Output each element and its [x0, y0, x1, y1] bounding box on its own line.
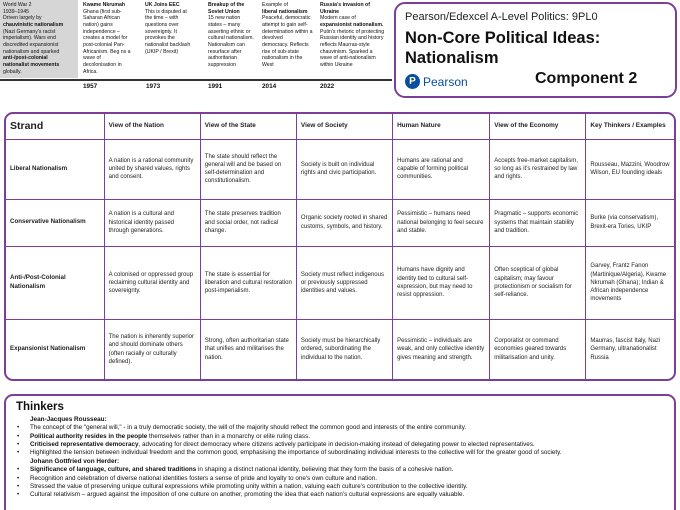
table-header-row	[6, 114, 674, 139]
timeline-text-line: post-colonial Pan-	[83, 41, 125, 48]
table-cell: Pessimistic – individuals are weak, and only collective identity gives meaning and strength.	[393, 320, 490, 379]
table-cell: Burke (via conservatism), Brexit-era Tories, UKIP	[586, 199, 674, 246]
thinker-points	[16, 424, 664, 457]
timeline-text-line: 1939–1945	[3, 8, 29, 15]
header-box	[394, 2, 677, 98]
thinker-points	[16, 466, 664, 499]
timeline-text-line: Soviet Union	[208, 8, 240, 15]
strand-name: Liberal Nationalism	[6, 139, 104, 199]
table-cell: Organic society rooted in shared customs, symbols, and history.	[296, 199, 392, 246]
timeline-text-line: 15 new nation	[208, 15, 241, 22]
table-cell: Pragmatic – supports economic systems that maintain stability and tradition.	[490, 199, 586, 246]
timeline-text-line: Russian identity and history	[320, 35, 384, 42]
timeline-text-line: UK Joins EEC	[145, 2, 180, 8]
timeline-text-line: discredited expansionist	[3, 41, 59, 48]
thinker-list	[16, 416, 664, 499]
table-cell: Strong, often authoritarian state that unifies and militarises the nation.	[200, 320, 296, 379]
timeline-text-line: expansionist nationalism.	[320, 21, 384, 28]
timeline-text-line: imperialism). Wars end	[3, 35, 56, 42]
column-header: Human Nature	[393, 114, 490, 139]
timeline-text-line: Peaceful, democratic	[262, 15, 311, 22]
timeline-text-line: anti-/post-colonial	[3, 55, 48, 62]
thinker-name: Johann Gottfried von Herder:	[30, 458, 120, 466]
list-item: • Criticised representative democracy, advocating for direct democracy where citizens actively participate in decision-making instead of delegating power to elected representatives.	[16, 441, 664, 449]
timeline-text-line: provokes the	[145, 35, 175, 42]
table-cell: The nation is inherently superior and should dominate others (often racially or culturally defined).	[104, 320, 200, 379]
timeline-text-line: chauvinism. Sparked a	[320, 48, 373, 55]
column-header: Key Thinkers / Examples	[586, 114, 674, 139]
timeline-text-line: determination within a	[262, 28, 313, 35]
table-cell: Pessimistic – humans need national belonging to feel secure and stable.	[393, 199, 490, 246]
timeline-text-line: West	[262, 61, 274, 68]
timeline-year: 2022	[320, 83, 335, 90]
column-header: View of the Economy	[490, 114, 586, 139]
timeline-text-line: Example of	[262, 2, 288, 8]
table-cell: Society must be hierarchically ordered, subordinating the individual to the nation.	[296, 320, 392, 379]
timeline-text-line: devolved	[262, 35, 283, 42]
timeline-text-line: questions over	[145, 21, 179, 28]
timeline-text-line: authoritarian	[208, 55, 237, 62]
thinkers-title: Thinkers	[16, 401, 64, 413]
timeline-text-line: chauvinistic nationalism	[3, 21, 64, 28]
timeline-text-line: creates a model for	[83, 35, 128, 42]
strand-name: Anti-/Post-Colonial Nationalism	[6, 246, 104, 319]
list-item: • Significance of language, culture, and shared traditions in shaping a distinct national identity, believing that they form the basis of a cohesive nation.	[16, 466, 664, 474]
timeline-text-line: Ghana (first sub-	[83, 8, 122, 15]
course-code: Pearson/Edexcel A-Level Politics: 9PL0	[405, 11, 598, 23]
timeline-text-line: nationalist backlash	[145, 41, 191, 48]
table-cell: Garvey, Frantz Fanon (Martinique/Algeria), Kwame Nkrumah (Ghana); Indian & African independence movements	[586, 246, 674, 319]
timeline-text-line: within Ukraine	[320, 61, 353, 68]
timeline-text-line: wave of	[83, 55, 101, 62]
timeline-column	[0, 0, 78, 78]
column-header: Strand	[6, 114, 104, 139]
column-header: View of Society	[296, 114, 392, 139]
column-header: View of the State	[200, 114, 296, 139]
strands-table	[6, 114, 674, 379]
timeline-text-line: sovereignty. It	[145, 28, 177, 35]
timeline-year: 1957	[83, 83, 98, 90]
list-item: • Stressed the value of preserving unique cultural expressions while promoting unity within a nation, valuing each culture's contribution to the collective identity.	[16, 483, 664, 491]
timeline-text-line: Putin's rhetoric of protecting	[320, 28, 385, 35]
table-cell: The state preserves tradition and social order, not radical change.	[200, 199, 296, 246]
table-cell: Society must reflect indigenous or previously suppressed identities and values.	[296, 246, 392, 319]
timeline-column	[317, 0, 392, 78]
table-cell: The state should reflect the general will and be based on self-determination and constitutionalism.	[200, 139, 296, 199]
timeline-column	[205, 0, 261, 78]
table-cell: Accepts free-market capitalism, so long as it's restrained by law and rights.	[490, 139, 586, 199]
timeline-text-line: Breakup of the	[208, 2, 245, 8]
timeline-text-line: nationalist movements	[3, 61, 60, 68]
table-row	[6, 246, 674, 319]
timeline-text-line: cultural nationalism.	[208, 35, 254, 42]
timeline	[0, 0, 392, 98]
timeline-text-line: (Nazi Germany's racist	[3, 28, 56, 35]
timeline-text-line: the time – with	[145, 15, 179, 22]
table-cell: Rousseau, Mazzini, Woodrow Wilson, EU founding ideals	[586, 139, 674, 199]
list-item: • Recognition and celebration of diverse national identities fosters a sense of pride and loyalty to one's own culture and nation.	[16, 475, 664, 483]
component-label: Component 2	[535, 70, 638, 87]
timeline-text-line: democracy. Reflects	[262, 41, 309, 48]
table-cell: The state is essential for liberation and cultural restoration post-imperialism.	[200, 246, 296, 319]
pearson-p-icon: P	[405, 74, 420, 89]
timeline-text-line: Saharan African	[83, 15, 120, 22]
timeline-text-line: states – many	[208, 21, 241, 28]
timeline-text-line: Kwame Nkrumah	[83, 2, 126, 8]
timeline-text-line: nationalism and sparked	[3, 48, 60, 55]
table-row	[6, 199, 674, 246]
timeline-text-line: Africanism. Beg ns a	[83, 48, 131, 55]
strands-table-box	[4, 112, 676, 381]
timeline-text-line: suppression	[208, 61, 236, 68]
list-item: • Cultural relativism – argued against the imposition of one culture on another, promoting the idea that each nation's cultural expressions are equally valuable.	[16, 491, 664, 499]
timeline-text-line: attempt to gain self-	[262, 21, 308, 28]
strand-name: Conservative Nationalism	[6, 199, 104, 246]
thinkers-box	[4, 394, 676, 510]
table-cell: Humans are rational and capable of forming political communities.	[393, 139, 490, 199]
timeline-year: 2014	[262, 83, 277, 90]
table-cell: Humans have dignity and identity tied to cultural self-expression, but may need to resist oppression.	[393, 246, 490, 319]
timeline-text-line: independence –	[83, 28, 120, 35]
timeline-text-line: Nationalism can	[208, 41, 245, 48]
timeline-year: 1973	[146, 83, 161, 90]
timeline-text-line: resurface after	[208, 48, 242, 55]
timeline-text-line: Modern case of	[320, 15, 356, 22]
timeline-text-line: Russia's invasion of	[320, 2, 370, 8]
table-cell: Society is built on individual rights and civic participation.	[296, 139, 392, 199]
timeline-text-line: rise of sub-state	[262, 48, 299, 55]
table-row	[6, 320, 674, 379]
timeline-text-line: asserting ethnic or	[208, 28, 251, 35]
timeline-text-line: wave of anti-nationalism	[320, 55, 376, 62]
table-row	[6, 139, 674, 199]
timeline-column	[259, 0, 319, 78]
table-cell: A nation is a rational community united by shared values, rights and consent.	[104, 139, 200, 199]
timeline-text-line: nationalism in the	[262, 55, 303, 62]
table-cell: Maurras, fascist Italy, Nazi Germany, ultranationalist Russia	[586, 320, 674, 379]
strand-name: Expansionist Nationalism	[6, 320, 104, 379]
timeline-text-line: Ukraine	[320, 8, 340, 15]
list-item: • Highlighted the tension between individual freedom and the common good, emphasising the importance of subordinating individual interests to the collective will for the greater good of society.	[16, 449, 664, 457]
thinker-name: Jean-Jacques Rousseau:	[30, 416, 107, 423]
timeline-text-line: Africa.	[83, 68, 98, 75]
timeline-text-line: globally.	[3, 68, 22, 75]
pearson-wordmark: Pearson	[423, 74, 468, 89]
timeline-text-line: reflects Maurras-style	[320, 41, 370, 48]
column-header: View of the Nation	[104, 114, 200, 139]
timeline-text-line: This is disputed at	[145, 8, 187, 15]
page-title-line: Non-Core Political Ideas:	[405, 29, 601, 47]
table-cell: Corporatist or command economies geared towards militarisation and unity.	[490, 320, 586, 379]
list-item: • The concept of the "general will," - in a truly democratic society, the will of the majority should reflect the common good and interests of the entire community.	[16, 424, 664, 432]
timeline-text-line: decolonisation in	[83, 61, 122, 68]
timeline-text-line: World War 2	[3, 2, 32, 8]
list-item: • Political authority resides in the people themselves rather than in a monarchy or elite ruling class.	[16, 433, 664, 441]
timeline-year: 1991	[208, 83, 223, 90]
timeline-text-line: nation) gains	[83, 21, 113, 28]
timeline-text-line: Driven largely by	[3, 15, 42, 22]
timeline-column	[80, 0, 142, 78]
table-cell: A colonised or oppressed group reclaiming cultural identity and sovereignty.	[104, 246, 200, 319]
timeline-text-line: (UKIP / Brexit)	[145, 48, 179, 55]
timeline-column	[142, 0, 204, 78]
page-title-line: Nationalism	[405, 48, 499, 67]
timeline-axis	[0, 79, 392, 81]
page-title	[405, 29, 600, 69]
table-cell: A nation is a cultural and historical identity passed through generations.	[104, 199, 200, 246]
table-cell: Often sceptical of global capitalism; may favour protectionism or socialism for self-reliance.	[490, 246, 586, 319]
pearson-logo	[405, 74, 468, 89]
timeline-text-line: liberal nationalism	[262, 8, 308, 15]
